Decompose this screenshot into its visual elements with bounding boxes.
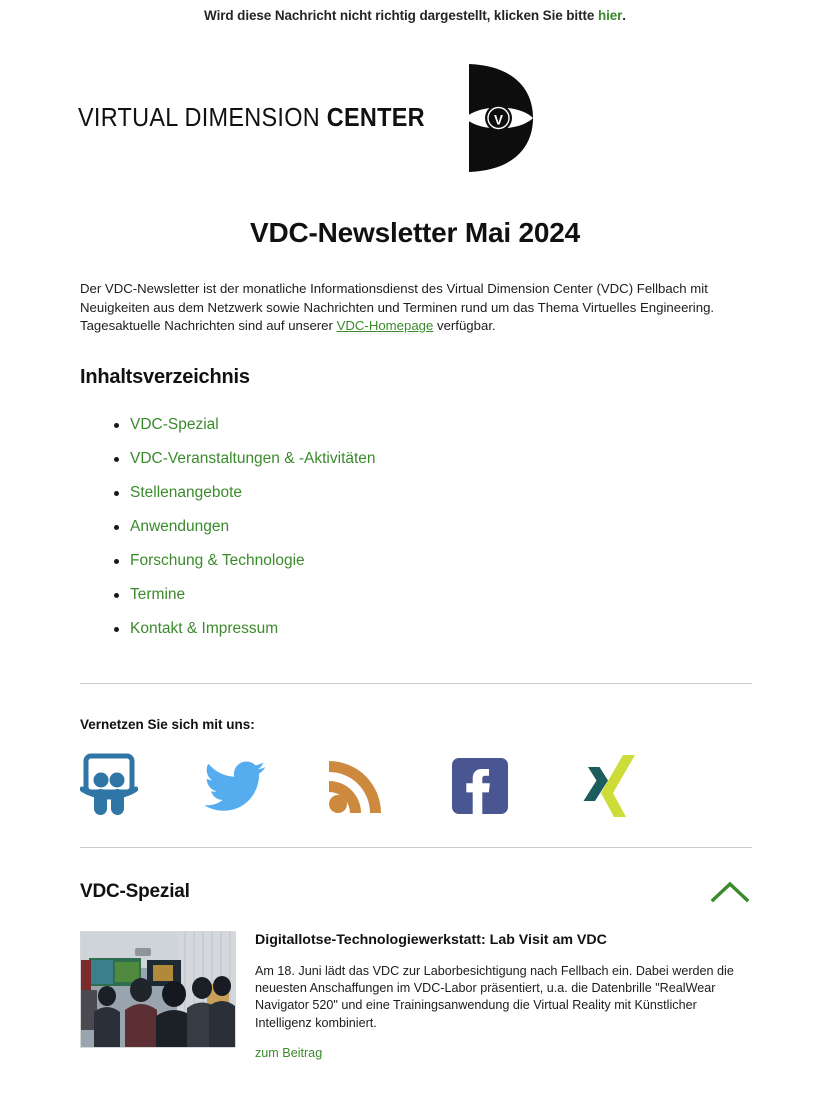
chevron-up-icon[interactable]: [708, 877, 752, 907]
logo-header: [0, 59, 830, 177]
logo-word-center: CENTER: [326, 103, 425, 132]
xing-icon[interactable]: [576, 750, 700, 822]
toc-link-veranstaltungen[interactable]: VDC-Veranstaltungen & -Aktivitäten: [130, 449, 376, 467]
section-header-vdc-spezial: [80, 875, 752, 909]
vdc-homepage-link[interactable]: VDC-Homepage: [336, 318, 434, 333]
page-title: VDC-Newsletter Mai 2024: [250, 217, 580, 248]
toc-link-stellenangebote[interactable]: Stellenangebote: [130, 483, 243, 501]
vdc-logo-mark-icon: [463, 62, 535, 174]
article-item: [80, 931, 752, 1063]
toc-link-vdc-spezial[interactable]: VDC-Spezial: [130, 415, 219, 433]
toc-item-vdc-spezial[interactable]: [130, 408, 830, 442]
toc-item-termine[interactable]: [130, 578, 830, 612]
toc-item-kontakt[interactable]: [130, 612, 830, 646]
twitter-icon[interactable]: [204, 750, 328, 822]
article-text: Am 18. Juni lädt das VDC zur Laborbesichtigung nach Fellbach ein. Dabei werden die neuesten Anschaffungen im VDC-Labor präsentiert, u.a. die Datenbrille "RealWear Navigator 520" und eine Trainingsanwendung die Virtual Reality mit Künstlicher Intelligenz kombiniert.: [255, 963, 734, 1030]
article-title: Digitallotse-Technologiewerkstatt: Lab Visit am VDC: [255, 931, 607, 948]
toc-item-veranstaltungen[interactable]: [130, 442, 830, 476]
slideshare-icon[interactable]: [80, 750, 204, 822]
article-thumbnail[interactable]: [80, 931, 236, 1048]
article-read-more-link[interactable]: zum Beitrag: [255, 1046, 323, 1061]
preheader-text-before: Wird diese Nachricht nicht richtig dargestellt, klicken Sie bitte: [204, 8, 598, 23]
article-body: [255, 931, 752, 1063]
logo-word-virtual-dimension: VIRTUAL DIMENSION: [78, 103, 327, 132]
intro-paragraph: [80, 280, 752, 336]
intro-text-part-1: Der VDC-Newsletter ist der monatliche Informationsdienst des Virtual Dimension Center (VDC) Fellbach mit Neuigkeiten aus dem Netzwerk sowie Nachrichten und Terminen rund um das Thema Virtuelles Engineering. Tagesaktuelle Nachrichten sind auf unserer: [80, 281, 715, 333]
logo-mark-letter: V: [494, 112, 504, 128]
social-icon-row: [80, 750, 700, 822]
preheader: [0, 0, 830, 25]
preheader-text-after: .: [622, 8, 626, 23]
rss-icon[interactable]: [328, 750, 452, 822]
facebook-icon[interactable]: [452, 750, 576, 822]
toc-link-forschung[interactable]: Forschung & Technologie: [130, 551, 305, 569]
section-title-vdc-spezial: VDC-Spezial: [80, 880, 190, 902]
divider-bottom: [80, 847, 752, 848]
toc-item-stellenangebote[interactable]: [130, 476, 830, 510]
logo-wordmark: [78, 104, 425, 133]
toc-item-anwendungen[interactable]: [130, 510, 830, 544]
toc-link-kontakt[interactable]: Kontakt & Impressum: [130, 619, 279, 637]
intro-text-part-2: verfügbar.: [433, 318, 496, 333]
social-label: Vernetzen Sie sich mit uns:: [80, 716, 255, 732]
toc-link-termine[interactable]: Termine: [130, 585, 186, 603]
toc-list: [0, 408, 830, 646]
toc-heading: Inhaltsverzeichnis: [80, 365, 250, 388]
toc-link-anwendungen[interactable]: Anwendungen: [130, 517, 230, 535]
toc-item-forschung[interactable]: [130, 544, 830, 578]
view-online-link[interactable]: hier: [597, 8, 623, 23]
divider-top: [80, 683, 752, 684]
